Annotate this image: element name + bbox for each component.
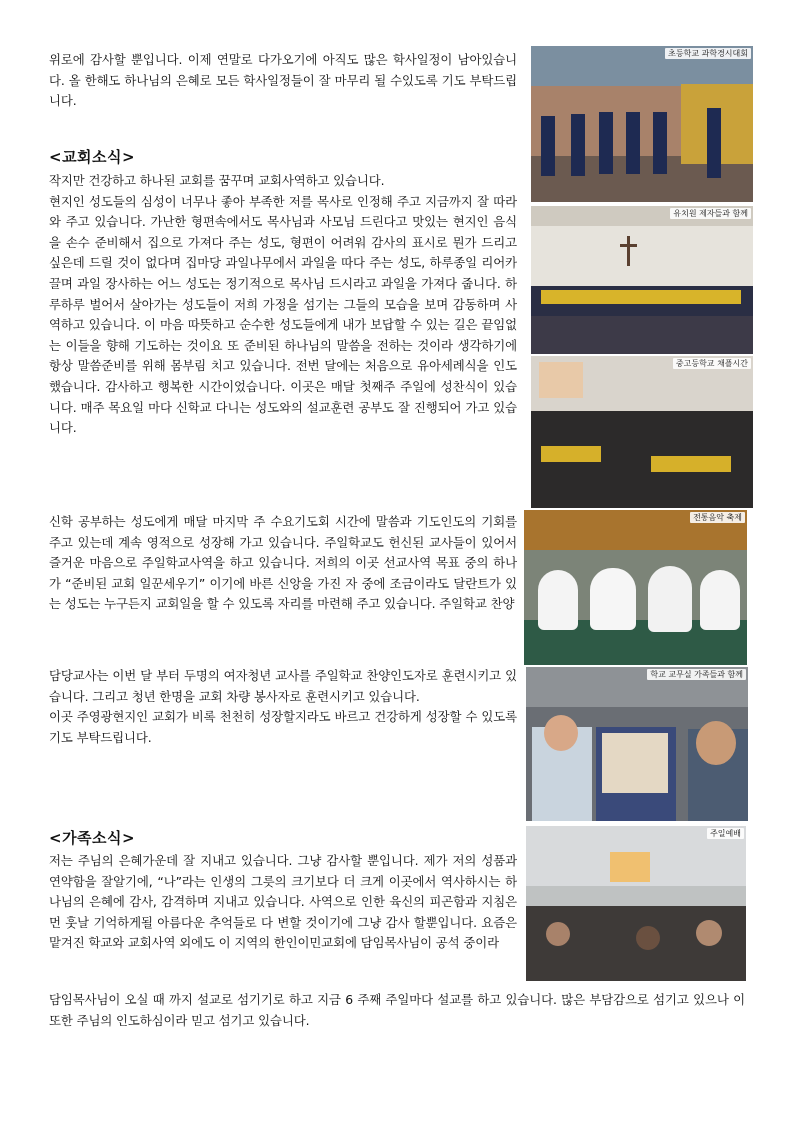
family-news-body	[49, 851, 517, 954]
family-news-body-2	[49, 990, 745, 1031]
photo-kindergarten	[531, 206, 753, 354]
photo-caption: 초등학교 과학경시대회	[665, 48, 751, 59]
photo-caption: 전통음악 축제	[690, 512, 745, 523]
church-news-body-3	[49, 666, 517, 748]
church-paragraph-2: 현지인 성도들의 심성이 너무나 좋아 부족한 저를 목사로 인정해 주고 지금까지 잘 따라와 주고 있습니다. 가난한 형편속에서도 목사님과 사모님 드린다고 맛있는 현지인 음식을 손수 준비해서 집으로 가져다 주는 성도, 형편이 어려워 감사의 표시로 뭔가 드리고 싶은데 드릴 것이 없다며 집마당 과일나무에서 과일을 따다 주는 성도, 하루종일 리어카 끌며 과일 장사하는 어느 성도는 정기적으로 목사님 드시라고 과일을 가져다 줍니다. 하루하루 벌어서 살아가는 성도들이 저희 가정을 섬기는 그들의 모습을 보며 감동하며 사역하고 있습니다. 이 마음 따뜻하고 순수한 성도들에게 내가 보답할 수 있는 길은 끝임없는 이들을 향해 기도하는 것이요 또 준비된 하나님의 말씀을 전하는 것이라 생각하기에 항상 말씀준비를 위해 몸부림 치고 있습니다. 전번 달에는 처음으로 유아세례식을 인도했습니다. 감사하고 행복한 시간이었습니다. 이곳은 매달 첫째주 주일에 성찬식이 있습니다. 매주 목요일 마다 신학교 다니는 성도와의 설교훈련 공부도 잘 진행되어 가고 있습니다.	[49, 193, 517, 436]
church-paragraph-1: 작지만 건강하고 하나된 교회를 꿈꾸며 교회사역하고 있습니다.	[49, 173, 385, 188]
church-paragraph-4: 담당교사는 이번 달 부터 두명의 여자청년 교사를 주일학교 찬양인도자로 훈련시키고 있습니다. 그리고 청년 한명을 교회 차량 봉사자로 훈련시키고 있습니다.	[49, 668, 517, 704]
family-paragraph-1: 저는 주님의 은혜가운데 잘 지내고 있습니다. 그냥 감사할 뿐입니다. 제가 저의 성품과 연약함을 잘알기에, “나”라는 인생의 그릇의 크기보다 더 크게 이곳에서 역사하시는 하나님의 은혜에 감사, 감격하며 지내고 있습니다. 사역으로 인한 육신의 피곤함과 지침은 먼 훗날 기억하게될 아름다운 추억들로 다 변할 것이기에 그냥 감사 할뿐입니다. 요즘은 맡겨진 학교와 교회사역 외에도 이 지역의 한인이민교회에 담임목사님이 공석 중이라	[49, 853, 517, 951]
church-paragraph-3: 신학 공부하는 성도에게 매달 마지막 주 수요기도회 시간에 말씀과 기도인도의 기회를 주고 있는데 계속 영적으로 성장해 가고 있습니다. 주일학교도 헌신된 교사들이 있어서 즐거운 마음으로 주일학교사역을 하고 있습니다. 저희의 이곳 선교사역 목표 중의 하나가 “준비된 교회 일꾼세우기” 이기에 바른 신앙을 가진 자 중에 조금이라도 달란트가 있는 성도는 누구든지 교회일을 할 수 있도록 자리를 마련해 주고 있습니다. 주일학교 찬양	[49, 514, 517, 612]
photo-science-fair	[531, 46, 753, 202]
photo-music-festival	[524, 510, 747, 665]
photo-caption: 학교 교무실 가족들과 함께	[647, 669, 746, 680]
church-news-heading: <교회소식>	[49, 148, 136, 166]
photo-caption: 유치원 제자들과 함께	[670, 208, 751, 219]
photo-chapel	[531, 356, 753, 508]
family-paragraph-2: 담임목사님이 오실 때 까지 설교로 섬기기로 하고 지금 6 주째 주일마다 설교를 하고 있습니다. 많은 부담감으로 섬기고 있으나 이 또한 주님의 인도하심이라 믿고 섬기고 있습니다.	[49, 992, 745, 1028]
photo-caption: 주일예배	[707, 828, 744, 839]
photo-caption: 중고등학교 채플시간	[673, 358, 751, 369]
church-paragraph-5: 이곳 주영광현지인 교회가 비록 천천히 성장할지라도 바르고 건강하게 성장할 수 있도록 기도 부탁드립니다.	[49, 709, 517, 745]
church-news-body	[49, 171, 517, 439]
intro-paragraph: 위로에 감사할 뿐입니다. 이제 연말로 다가오기에 아직도 많은 학사일정이 남아있습니다. 올 한해도 하나님의 은혜로 모든 학사일정들이 잘 마무리 될 수있도록 기도 부탁드립니다.	[49, 52, 517, 109]
family-news-heading: <가족소식>	[49, 829, 136, 847]
photo-faculty-dinner	[526, 667, 748, 821]
photo-sunday-worship	[526, 826, 746, 981]
church-news-body-2	[49, 512, 517, 615]
